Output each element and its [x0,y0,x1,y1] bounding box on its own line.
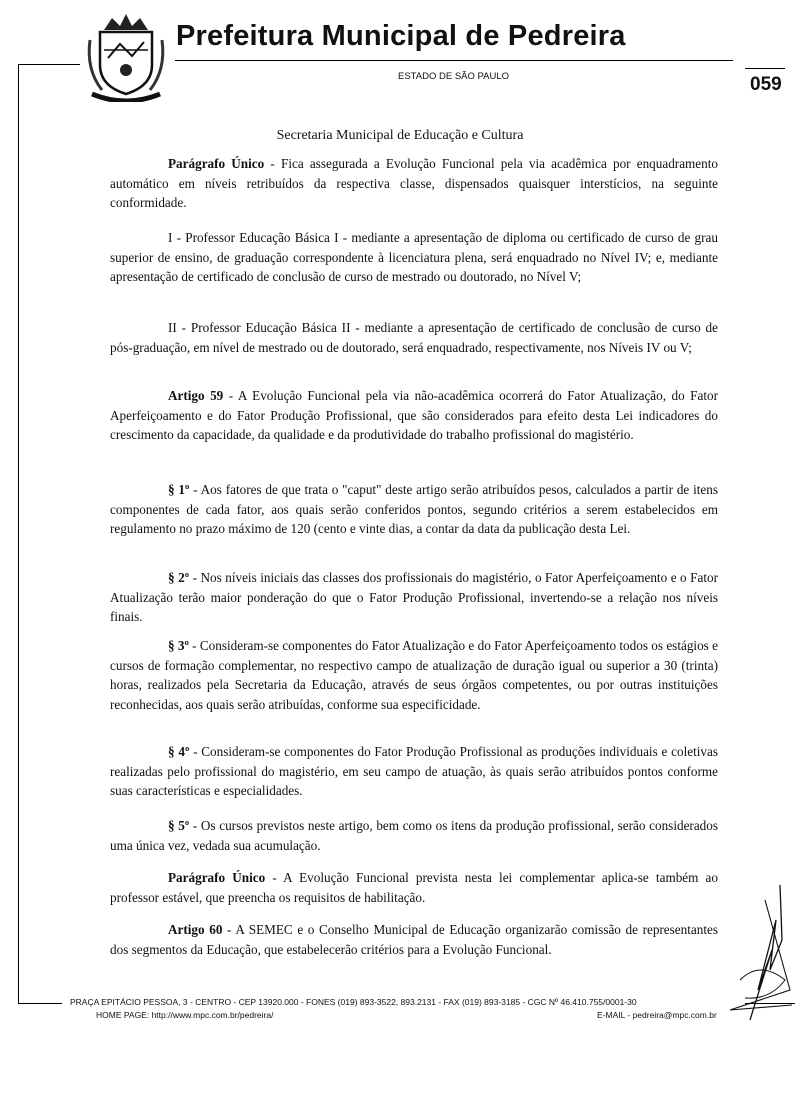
paragraph: Parágrafo Único - A Evolução Funcional prevista nesta lei complementar aplica-se também ao professor estável, que preencha os requisitos de habilitação. [110,870,718,905]
footer-right-rule [745,1003,795,1004]
paragraph: § 1º - Aos fatores de que trata o "caput" deste artigo serão atribuídos pesos, calculados a partir de itens componentes de cada fator, aos quais serão conferidos pontos, segundo critérios a serem estabelecidos em regulamento no prazo máximo de 120 (cento e vinte dias, a contar da data da publicação desta Lei. [110,482,718,537]
page-number: 059 [750,74,782,95]
paragraph: Artigo 60 - A SEMEC e o Conselho Municipal de Educação organizarão comissão de representantes dos segmentos da Educação, que estabelecerão critérios para a Evolução Funcional. [110,922,719,957]
state-label: ESTADO DE SÃO PAULO [398,71,510,82]
header-left-rule [18,64,80,65]
paragraph: Parágrafo Único - Fica assegurada a Evolução Funcional pela via acadêmica por enquadramento automático em níveis retribuídos da respectiva classe, dispensados quaisquer interstícios, na seguinte conformidade. [110,156,719,211]
signature-icon [710,880,800,1030]
paragraph: I - Professor Educação Básica I - mediante a apresentação de diploma ou certificado de curso de grau superior de ensino, de graduação correspondente à licenciatura plena, será enquadrado no Nível IV; e, mediante apresentação de certificado de conclusão de curso de mestrado ou doutorado, no Nível V; [110,230,718,285]
paragraph: Artigo 59 - A Evolução Funcional pela via não-acadêmica ocorrerá do Fator Atualização, do Fator Aperfeiçoamento e do Fator Produção Profissional, que são considerados para efeito desta Lei indicadores do crescimento da capacidade, da qualidade e da produtividade do trabalho profissional do magistério. [110,388,718,443]
paragraph: § 3º - Consideram-se componentes do Fator Atualização e do Fator Aperfeiçoamento todos os estágios e cursos de formação complementar, no respectivo campo de atualização de duração igual ou superior a 30 (trinta) horas, realizados pela Secretaria da Educação, através de seus órgãos competentes, ou por outras instituições reconhecidas, aos quais serão atribuídas, conforme sua especificidade. [110,638,718,712]
paragraph: § 5º - Os cursos previstos neste artigo, bem como os itens da produção profissional, serão considerados uma única vez, vedada sua acumulação. [110,818,718,853]
left-margin-rule [18,64,19,1004]
footer-email: E-MAIL - pedreira@mpc.com.br [597,1010,717,1020]
footer-address: PRAÇA EPITÁCIO PESSOA, 3 - CENTRO - CEP 13920.000 - FONES (019) 893-3522, 893.2131 - FAX (019) 893-3185 - CGC Nº 46.410.755/0001-30 [70,997,637,1007]
page-title: Prefeitura Municipal de Pedreira [176,20,626,52]
paragraph: II - Professor Educação Básica II - mediante a apresentação de certificado de conclusão de curso de pós-graduação, em nível de mestrado ou de doutorado, será enquadrado, respectivamente, nos Níveis IV ou V; [110,320,718,355]
header-right-rule [745,68,785,69]
secretaria-heading: Secretaria Municipal de Educação e Cultura [276,128,524,143]
footer-homepage: HOME PAGE: http://www.mpc.com.br/pedreira/ [96,1010,274,1020]
header-rule [175,60,733,61]
municipal-crest-icon [82,10,170,102]
paragraph: § 4º - Consideram-se componentes do Fator Produção Profissional as produções individuais e coletivas realizadas pelo profissional do magistério, em seu campo de atuação, às quais serão atribuídos pontos conforme suas características e especialidades. [110,744,718,799]
paragraph: § 2º - Nos níveis iniciais das classes dos profissionais do magistério, o Fator Aperfeiçoamento e o Fator Atualização terão maior ponderação do que o Fator Produção Profissional, invertendo-se a relação nos níveis finais. [110,570,718,625]
footer-left-rule [18,1003,62,1004]
